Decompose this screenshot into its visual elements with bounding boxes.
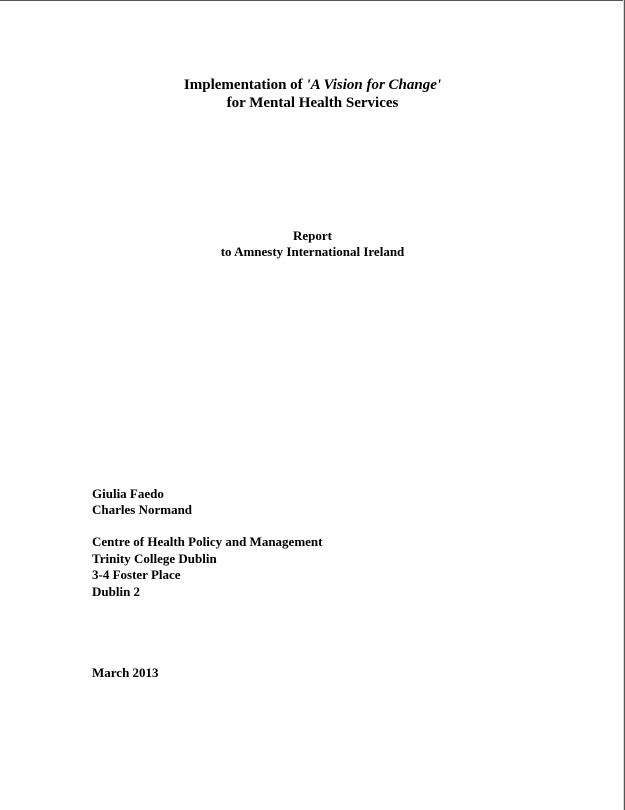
institution-address [92, 534, 322, 600]
report-line-1: Report [293, 228, 332, 243]
page-top-border [0, 0, 625, 1]
document-title [0, 76, 625, 112]
report-line-2: to Amnesty International Ireland [220, 244, 405, 259]
author-name: Giulia Faedo [92, 486, 164, 501]
title-line-1 [0, 76, 625, 94]
authors-list [92, 486, 192, 518]
title-prefix: Implementation of [183, 77, 307, 93]
address-line: 3-4 Foster Place [92, 567, 181, 582]
author-name: Charles Normand [92, 502, 193, 517]
address-line: Dublin 2 [92, 583, 141, 599]
title-italic: 'A Vision for Change' [306, 77, 442, 93]
title-line-2: for Mental Health Services [226, 95, 399, 111]
publication-date: March 2013 [92, 665, 159, 680]
report-subtitle [0, 228, 625, 260]
address-line: Trinity College Dublin [92, 550, 217, 566]
address-line: Centre of Health Policy and Management [92, 534, 323, 549]
